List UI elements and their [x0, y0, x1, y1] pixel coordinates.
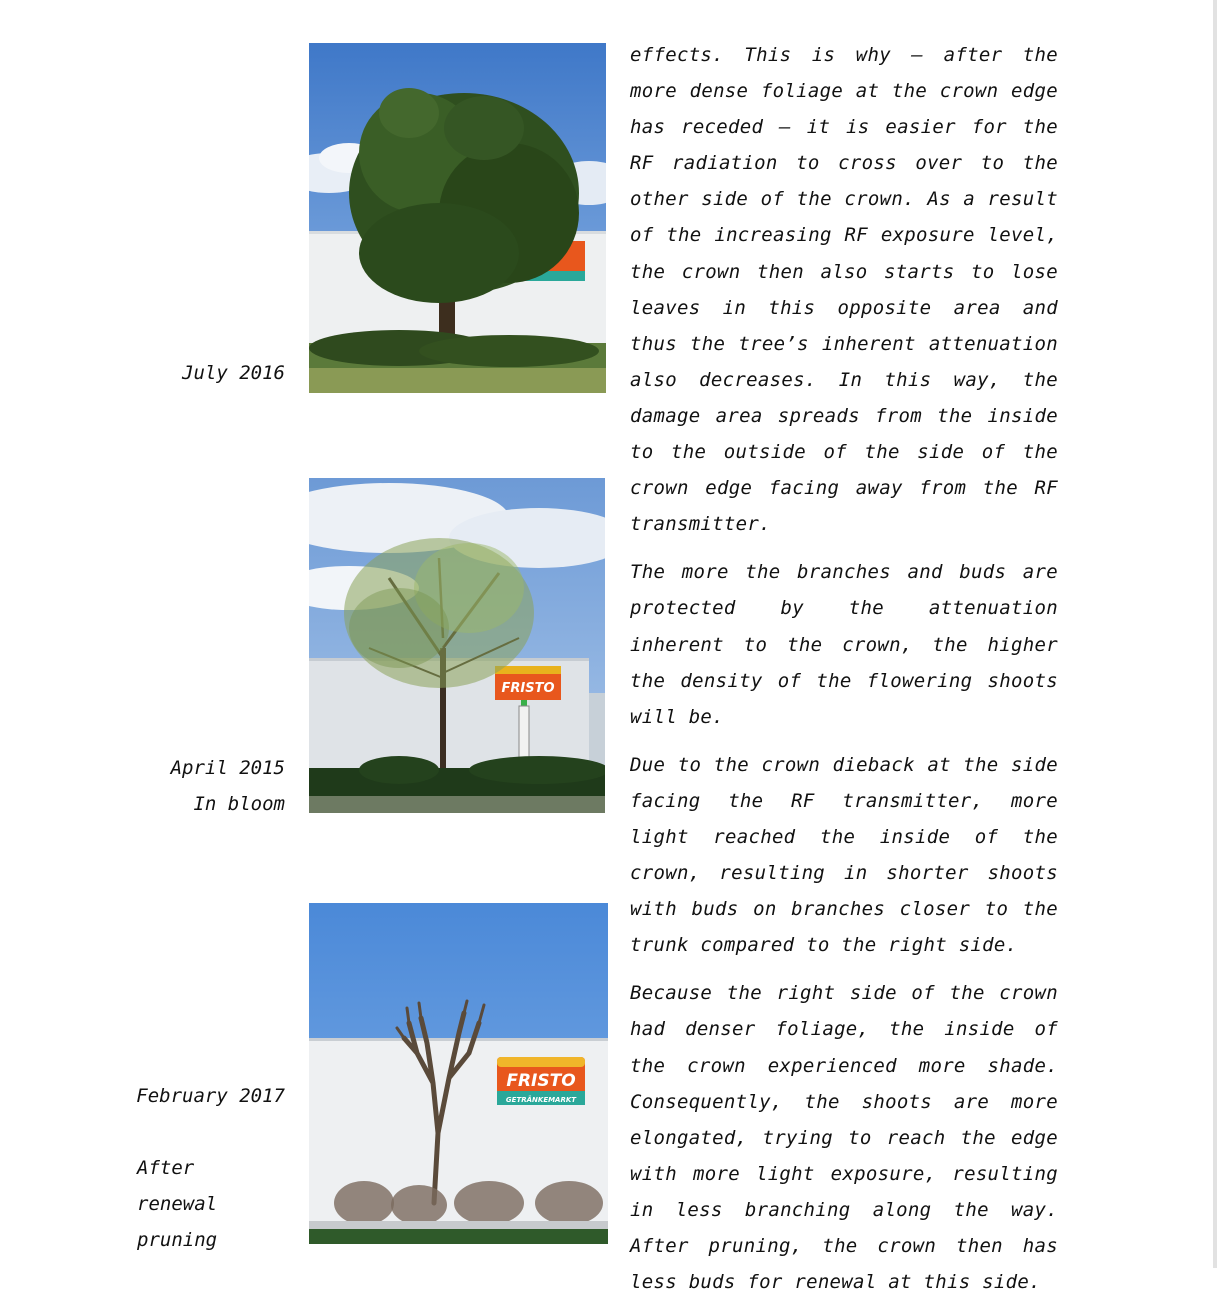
photo-tree-april-2015: [309, 478, 605, 813]
paragraph-effects: effects. This is why – after the more dense foliage at the crown edge has receded – it is easier for the RF radiation to cross over to the other side of the crown. As a result of the increasing RF exposure level, the crown then also starts to lose leaves in this opposite area and thus the tree’s inherent attenuation also decreases. In this way, the damage area spreads from the inside to the outside of the side of the crown edge facing away from the RF transmitter.: [630, 44, 1058, 536]
page-edge: [1213, 0, 1217, 1268]
sign-fristo-april: FRISTO: [501, 681, 555, 696]
caption-in-bloom: In bloom: [193, 793, 285, 815]
caption-april-2015: April 2015: [170, 757, 285, 779]
caption-july-2016: July 2016: [182, 362, 285, 384]
caption-february-2017: February 2017: [136, 1085, 285, 1107]
caption-after-renewal-pruning: After renewal pruning: [137, 1157, 218, 1251]
photo-tree-july-2016: [309, 43, 606, 393]
paragraph-denser-foliage: Because the right side of the crown had denser foliage, the inside of the crown experienced more shade. Consequently, the shoots are more elongated, trying to reach the edge with more light exposure, resulting in less branching along the way. After pruning, the crown then has less buds for renewal at this side.: [630, 982, 1058, 1294]
sign-fristo-february: FRISTO: [506, 1071, 576, 1091]
body-text: [630, 37, 1058, 1312]
sign-getraenkemarkt: GETRÄNKEMARKT: [505, 1096, 577, 1104]
paragraph-flowering-shoots: The more the branches and buds are protected by the attenuation inherent to the crown, the higher the density of the flowering shoots will be.: [630, 561, 1058, 728]
paragraph-crown-dieback: Due to the crown dieback at the side facing the RF transmitter, more light reached the inside of the crown, resulting in shorter shoots with buds on branches closer to the trunk compared to the right side.: [630, 753, 1058, 957]
photo-tree-february-2017: [309, 903, 608, 1244]
